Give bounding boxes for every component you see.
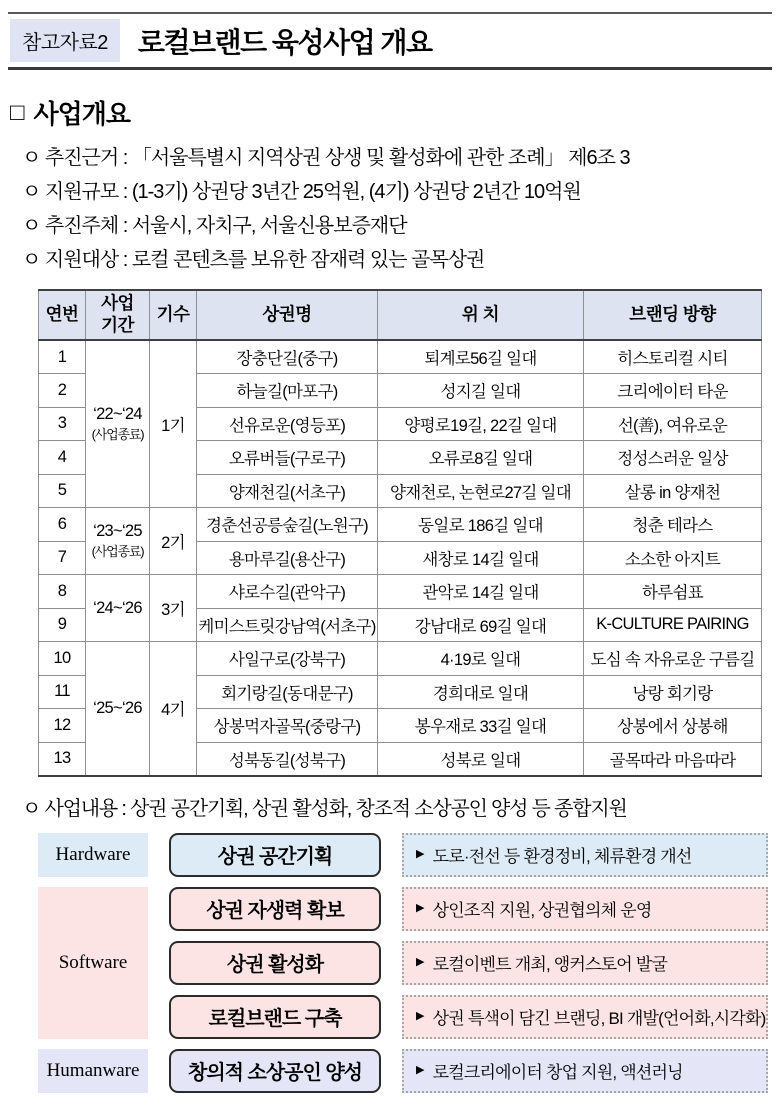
cell-location: 경희대로 일대 [378,675,584,709]
desc-text: 상인조직 지원, 상권협의체 운영 [432,901,652,920]
cell-period-group4 [86,642,150,776]
cell-branding: 낭랑 회기랑 [584,675,762,709]
category-label-humanware: Humanware [38,1049,148,1093]
col-header-no: 연번 [39,290,86,340]
box-creative-merchants: 창의적 소상공인 양성 [169,1049,381,1093]
cell-name: 상봉먹자골목(중랑구) [197,709,378,743]
cell-location: 강남대로 69길 일대 [378,608,584,642]
box-self-sustainability: 상권 자생력 확보 [169,887,381,931]
section-title [10,94,772,131]
cell-name: 장충단길(중구) [197,340,378,374]
desc-revitalization [402,941,768,985]
category-label-software: Software [38,887,148,1039]
cell-name: 사일구로(강북구) [197,642,378,676]
desc-local-brand [402,995,768,1039]
cell-no: 2 [39,374,86,408]
box-space-planning: 상권 공간기획 [169,833,381,877]
cell-branding: 골목따라 마음따라 [584,742,762,776]
arrow-icon: ▶ [416,902,424,914]
cell-cohort-group1: 1기 [150,340,197,508]
cell-branding: 정성스러운 일상 [584,441,762,475]
cell-branding: K-CULTURE PAIRING [584,608,762,642]
box-local-brand: 로컬브랜드 구축 [169,995,381,1039]
desc-creative-merchants [402,1049,768,1093]
col-header-branding: 브랜딩 방향 [584,290,762,340]
cell-branding: 청춘 테라스 [584,508,762,542]
cell-branding: 소소한 아지트 [584,541,762,575]
category-label-hardware: Hardware [38,833,148,877]
period-text: ‘23~‘25 [93,522,142,540]
cell-period-group1 [86,340,150,508]
desc-text: 상권 특색이 담긴 브랜딩, BI 개발(언어화,시각화) [432,1009,766,1028]
period-text: ‘25~‘26 [93,698,142,717]
table-row [39,340,762,374]
desc-self-sustainability [402,887,768,931]
desc-space-planning [402,833,768,877]
cell-no: 11 [39,675,86,709]
cell-branding: 선(善), 여유로운 [584,407,762,441]
cell-location: 동일로 186길 일대 [378,508,584,542]
box-revitalization: 상권 활성화 [169,941,381,985]
cell-branding: 도심 속 자유로운 구름길 [584,642,762,676]
cell-cohort-group2: 2기 [150,508,197,575]
bullet-target: ㅇ 지원대상 : 로컬 콘텐츠를 보유한 잠재력 있는 골목상권 [22,249,485,271]
document-title: 로컬브랜드 육성사업 개요 [137,26,432,58]
cell-no: 5 [39,474,86,508]
cell-no: 3 [39,407,86,441]
bullet-basis: ㅇ 추진근거 : 「서울특별시 지역상권 상생 및 활성화에 관한 조례」 제6조 3 [22,147,630,169]
cell-location: 오류로8길 일대 [378,441,584,475]
desc-text: 로컬크리에이터 창업 지원, 액션러닝 [432,1063,683,1082]
table-row [39,508,762,542]
cell-name: 오류버들(구로구) [197,441,378,475]
cell-no: 10 [39,642,86,676]
cell-branding: 살롱 in 양재천 [584,474,762,508]
cell-period-group3 [86,575,150,642]
cell-name: 용마루길(용산구) [197,541,378,575]
cell-no: 4 [39,441,86,475]
col-header-name: 상권명 [197,290,378,340]
cell-location: 성북로 일대 [378,742,584,776]
cell-no: 6 [39,508,86,542]
arrow-icon: ▶ [416,1010,424,1022]
table-row [39,642,762,676]
col-header-period [86,290,150,340]
period-text: ‘22~‘24 [93,405,142,423]
cell-name: 선유로운(영등포) [197,407,378,441]
table-header-row [39,290,762,340]
cell-location: 퇴계로56길 일대 [378,340,584,374]
reference-badge: 참고자료2 [10,19,120,62]
cell-period-group2 [86,508,150,575]
period-note: (사업종료) [91,427,144,442]
cell-no: 7 [39,541,86,575]
section-title-text: 사업개요 [33,99,130,129]
cell-no: 1 [39,340,86,374]
cell-cohort-group3: 3기 [150,575,197,642]
cell-branding: 상봉에서 상봉해 [584,709,762,743]
col-header-cohort: 기수 [150,290,197,340]
project-table [38,289,762,777]
cell-name: 경춘선공릉숲길(노원구) [197,508,378,542]
overview-bullet-list [22,141,772,277]
cell-name: 케미스트릿강남역(서초구) [197,608,378,642]
cell-no: 9 [39,608,86,642]
col-header-location: 위 치 [378,290,584,340]
cell-location: 봉우재로 33길 일대 [378,709,584,743]
cell-branding: 히스토리컬 시티 [584,340,762,374]
cell-location: 4·19로 일대 [378,642,584,676]
bullet-scale: ㅇ 지원규모 : (1-3기) 상권당 3년간 25억원, (4기) 상권당 2년간 10억원 [22,181,581,203]
arrow-icon: ▶ [416,956,424,968]
cell-location: 성지길 일대 [378,374,584,408]
cell-location: 관악로 14길 일대 [378,575,584,609]
square-bullet-icon: □ [10,98,24,126]
cell-location: 양재천로, 논현로27길 일대 [378,474,584,508]
cell-name: 샤로수길(관악구) [197,575,378,609]
bullet-agency: ㅇ 추진주체 : 서울시, 자치구, 서울신용보증재단 [22,215,407,237]
arrow-icon: ▶ [416,848,424,860]
cell-branding: 크리에이터 타운 [584,374,762,408]
cell-no: 8 [39,575,86,609]
table-row [39,575,762,609]
cell-name: 양재천길(서초구) [197,474,378,508]
period-note: (사업종료) [91,544,144,559]
col-header-period-line2: 기간 [101,315,134,335]
cell-cohort-group4: 4기 [150,642,197,776]
bullet-program-content: ㅇ 사업내용 : 상권 공간기획, 상권 활성화, 창조적 소상공인 양성 등 종합지원 [22,797,627,820]
desc-text: 도로·전선 등 환경정비, 체류환경 개선 [432,847,692,866]
col-header-period-line1: 사업 [101,293,134,314]
cell-location: 새창로 14길 일대 [378,541,584,575]
document-header [8,12,772,70]
cell-no: 13 [39,742,86,776]
cell-branding: 하루쉼표 [584,575,762,609]
cell-no: 12 [39,709,86,743]
desc-text: 로컬이벤트 개최, 앵커스토어 발굴 [432,955,668,974]
cell-location: 양평로19길, 22길 일대 [378,407,584,441]
cell-name: 회기랑길(동대문구) [197,675,378,709]
cell-name: 하늘길(마포구) [197,374,378,408]
period-text: ‘24~‘26 [93,598,142,617]
cell-name: 성북동길(성북구) [197,742,378,776]
framework-diagram [38,833,766,1093]
arrow-icon: ▶ [416,1064,424,1076]
